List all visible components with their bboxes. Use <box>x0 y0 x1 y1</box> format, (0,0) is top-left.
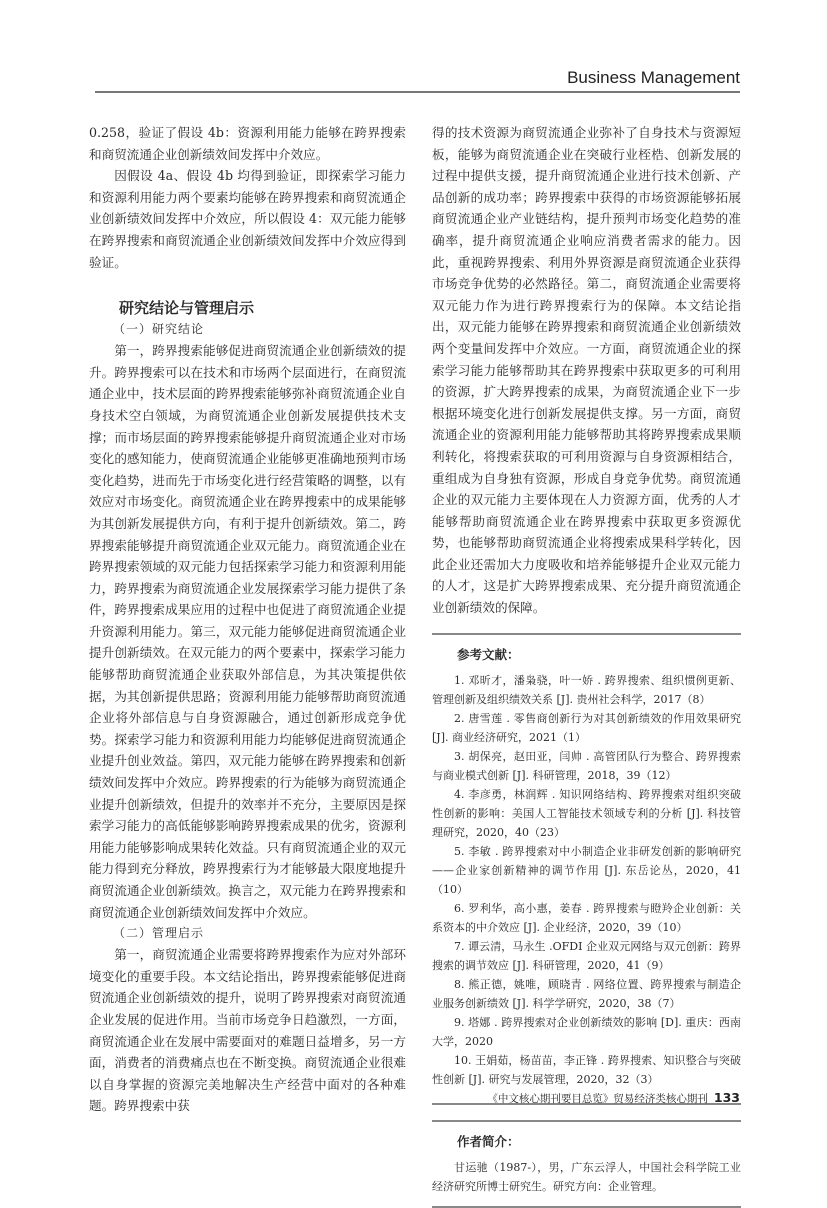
author-heading: 作者简介： <box>457 1133 520 1149</box>
divider <box>432 633 741 635</box>
reference-item: 10. 王娟茹，杨苗苗，李正锋 . 跨界搜索、知识整合与突破性创新 [J]. 研究与发展管理，2020，32（3） <box>432 1053 741 1086</box>
reference-item: 9. 塔娜 . 跨界搜索对企业创新绩效的影响 [D]. 重庆：西南大学，2020 <box>432 1015 741 1048</box>
subsection-heading: （一）研究结论 <box>113 322 205 337</box>
paragraph: 因假设 4a、假设 4b 均得到验证，即探索学习能力和资源利用能力两个要素均能够在跨界搜索和商贸流通企业创新绩效间发挥中介效应，所以假设 4：双元能力能够在跨界搜索和商贸流通企业创新绩效间发挥中介效应得到验证。 <box>89 168 406 270</box>
paragraph: 第一，商贸流通企业需要将跨界搜索作为应对外部环境变化的重要手段。本文结论指出，跨界搜索能够促进商贸流通企业创新绩效的提升，说明了跨界搜索对商贸流通企业发展的促进作用。当前市场竞争日趋激烈，一方面，商贸流通企业在发展中需要面对的难题日益增多，另一方面，消费者的消费痛点也在不断变换。商贸流通企业很难以自身掌握的资源完美地解决生产经营中面对的各种难题。跨界搜索中获 <box>89 947 406 1114</box>
reference-item: 8. 熊正德，姚唯，顾晓青 . 网络位置、跨界搜索与制造企业服务创新绩效 [J]. 科学学研究，2020，38（7） <box>432 977 741 1010</box>
reference-item: 1. 邓昕才，潘枭骁，叶一娇 . 跨界搜索、组织惯例更新、管理创新及组织绩效关系 [J]. 贵州社会科学，2017（8） <box>432 673 741 706</box>
section-heading: 研究结论与管理启示 <box>119 299 255 318</box>
running-header-title: Business Management <box>567 68 740 87</box>
reference-item: 6. 罗利华，高小惠，姜春 . 跨界搜索与瞪羚企业创新：关系资本的中介效应 [J]. 企业经济，2020，39（10） <box>432 901 741 934</box>
left-column <box>89 122 406 1117</box>
paragraph: 第一，跨界搜索能够促进商贸流通企业创新绩效的提升。跨界搜索可以在技术和市场两个层面进行，在商贸流通企业中，技术层面的跨界搜索能够弥补商贸流通企业自身技术空白领域，为商贸流通企业创新发展提供技术支撑；而市场层面的跨界搜索能够提升商贸流通企业对市场变化的感知能力，使商贸流通企业能够更准确地预判市场变化趋势，进而先于市场变化进行经营策略的调整，以有效应对市场变化。商贸流通企业在跨界搜索中的成果能够为其创新发展提供方向，有利于提升创新绩效。第二，跨界搜索能够提升商贸流通企业双元能力。商贸流通企业在跨界搜索领域的双元能力包括探索学习能力和资源利用能力，跨界搜索为商贸流通企业发展探索学习能力提供了条件，跨界搜索成果应用的过程中也促进了商贸流通企业提升资源利用能力。第三，双元能力能够促进商贸流通企业提升创新绩效。在双元能力的两个要素中，探索学习能力能够帮助商贸流通企业获取外部信息，为其决策提供依据，为其创新提供思路；资源利用能力能够帮助商贸流通企业将外部信息与自身资源融合，通过创新形成竞争优势。探索学习能力和资源利用能力均能够促进商贸流通企业提升创业效益。第四，双元能力能够在跨界搜索和创新绩效间发挥中介效应。跨界搜索的行为能够为商贸流通企业提升创新绩效，但提升的效率并不充分，主要原因是探索学习能力的高低能够影响跨界搜索成果的优劣，资源利用能力能够影响成果转化效益。只有商贸流通企业的双元能力得到充分释放，跨界搜索行为才能够最大限度地提升商贸流通企业创新绩效。换言之，双元能力在跨界搜索和商贸流通企业创新绩效间发挥中介效应。 <box>89 343 406 920</box>
subsection-heading: （二）管理启示 <box>113 926 205 941</box>
divider <box>432 1206 741 1208</box>
right-column <box>432 122 741 1208</box>
paragraph: 得的技术资源为商贸流通企业弥补了自身技术与资源短板，能够为商贸流通企业在突破行业桎梏、创新发展的过程中提供支援，提升商贸流通企业进行技术创新、产品创新的成功率；跨界搜索中获得的市场资源能够拓展商贸流通企业产业链结构，提升预判市场变化趋势的准确率，提升商贸流通企业响应消费者需求的能力。因此，重视跨界搜索、利用外界资源是商贸流通企业获得市场竞争优势的必然路径。第二，商贸流通企业需要将双元能力作为进行跨界搜索行为的保障。本文结论指出，双元能力能够在跨界搜索和商贸流通企业创新绩效两个变量间发挥中介效应。一方面，商贸流通企业的探索学习能力能够帮助其在跨界搜索中获取更多的可利用的资源，扩大跨界搜索的成果，为商贸流通企业下一步根据环境变化进行创新发展提供支撑。另一方面，商贸流通企业的资源利用能力能够帮助其将跨界搜索成果顺利转化，将搜索获取的可利用资源与自身资源相结合，重组成为自身独有资源，形成自身竞争优势。商贸流通企业的双元能力主要体现在人力资源方面，优秀的人才能够帮助商贸流通企业在跨界搜索中获取更多资源优势，也能够帮助商贸流通企业将搜索成果科学转化，因此企业还需加大力度吸收和培养能够提升企业双元能力的人才，这是扩大跨界搜索成果、充分提升商贸流通企业创新绩效的保障。 <box>432 125 741 616</box>
references-heading: 参考文献： <box>457 646 520 662</box>
reference-item: 4. 李彦勇，林润辉 . 知识网络结构、跨界搜索对组织突破性创新的影响：美国人工智能技术领域专利的分析 [J]. 科技管理研究，2020，40（23） <box>432 787 741 839</box>
page-footer <box>487 1090 740 1106</box>
reference-item: 7. 谭云清，马永生 .OFDI 企业双元网络与双元创新：跨界搜索的调节效应 [J]. 科研管理，2020，41（9） <box>432 939 741 972</box>
header-rule <box>95 91 740 93</box>
journal-label: 《中文核心期刊要目总览》贸易经济类核心期刊 <box>487 1093 708 1105</box>
reference-item: 5. 李敏 . 跨界搜索对中小制造企业非研发创新的影响研究——企业家创新精神的调节作用 [J]. 东岳论丛，2020，41（10） <box>432 844 741 896</box>
reference-item: 2. 唐雪莲 . 零售商创新行为对其创新绩效的作用效果研究 [J]. 商业经济研究，2021（1） <box>432 711 741 744</box>
page-number: 133 <box>713 1090 740 1105</box>
divider <box>432 1120 741 1122</box>
paragraph: 0.258，验证了假设 4b：资源利用能力能够在跨界搜索和商贸流通企业创新绩效间发挥中介效应。 <box>89 125 406 162</box>
reference-item: 3. 胡保亮，赵田亚，闫帅 . 高管团队行为整合、跨界搜索与商业模式创新 [J]. 科研管理，2018，39（12） <box>432 749 741 782</box>
reference-list <box>432 671 741 1089</box>
author-bio: 甘运驰（1987-），男，广东云浮人，中国社会科学院工业经济研究所博士研究生。研究方向：企业管理。 <box>432 1160 741 1193</box>
